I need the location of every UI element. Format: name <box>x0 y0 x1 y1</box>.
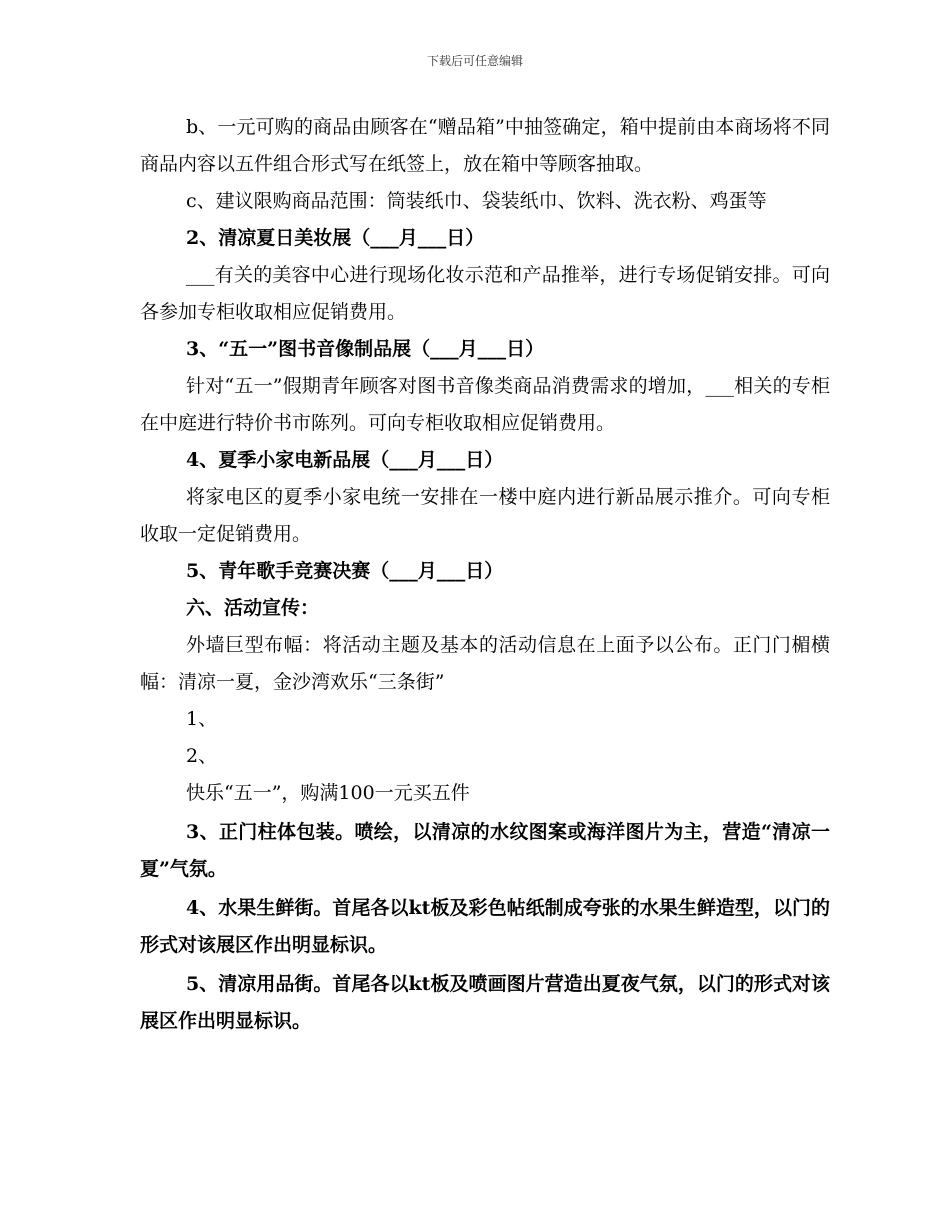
heading-appliance-show: 4、夏季小家电新品展（___月___日） <box>186 449 504 471</box>
heading-promotion: 六、活动宣传： <box>186 597 320 619</box>
paragraph-gift-box-draw: b、一元可购的商品由顾客在“赠品箱”中抽签确定，箱中提前由本商场将不同商品内容以五件组合形式写在纸签上，放在箱中等顾客抽取。 <box>140 116 830 175</box>
paragraph-cool-goods-street: 5、清凉用品街。首尾各以kt板及喷画图片营造出夏夜气氛，以门的形式对该展区作出明显标识。 <box>140 973 830 1032</box>
paragraph-fruit-street: 4、水果生鲜街。首尾各以kt板及彩色帖纸制成夸张的水果生鲜造型，以门的形式对该展区作出明显标识。 <box>140 897 830 956</box>
paragraph-banners: 外墙巨型布幅：将活动主题及基本的活动信息在上面予以公布。正门门楣横幅：清凉一夏，金沙湾欢乐“三条街” <box>140 634 830 693</box>
paragraph-appliance-show: 将家电区的夏季小家电统一安排在一楼中庭内进行新品展示推介。可向专柜收取一定促销费用。 <box>140 486 830 545</box>
paragraph-beauty-show: ___有关的美容中心进行现场化妆示范和产品推举，进行专场促销安排。可向各参加专柜收取相应促销费用。 <box>140 264 830 323</box>
paragraph-limited-goods: c、建议限购商品范围：筒装纸巾、袋装纸巾、饮料、洗衣粉、鸡蛋等 <box>186 190 767 212</box>
heading-beauty-show: 2、清凉夏日美妆展（___月___日） <box>186 227 485 249</box>
paragraph-book-av-show: 针对“五一”假期青年顾客对图书音像类商品消费需求的增加，___相关的专柜在中庭进行特价书市陈列。可向专柜收取相应促销费用。 <box>140 375 830 434</box>
heading-book-av-show: 3、“五一”图书音像制品展（___月___日） <box>186 338 545 360</box>
list-item-1: 1、 <box>186 708 218 730</box>
document-body <box>140 109 830 1040</box>
heading-singer-contest: 5、青年歌手竞赛决赛（___月___日） <box>186 560 504 582</box>
paragraph-gate-pillars: 3、正门柱体包装。喷绘，以清凉的水纹图案或海洋图片为主，营造“清凉一夏”气氛。 <box>140 821 830 880</box>
paragraph-may-day-offer: 快乐“五一”，购满100一元买五件 <box>186 782 470 804</box>
list-item-2: 2、 <box>186 745 218 767</box>
page-header: 下载后可任意编辑 <box>426 54 523 68</box>
